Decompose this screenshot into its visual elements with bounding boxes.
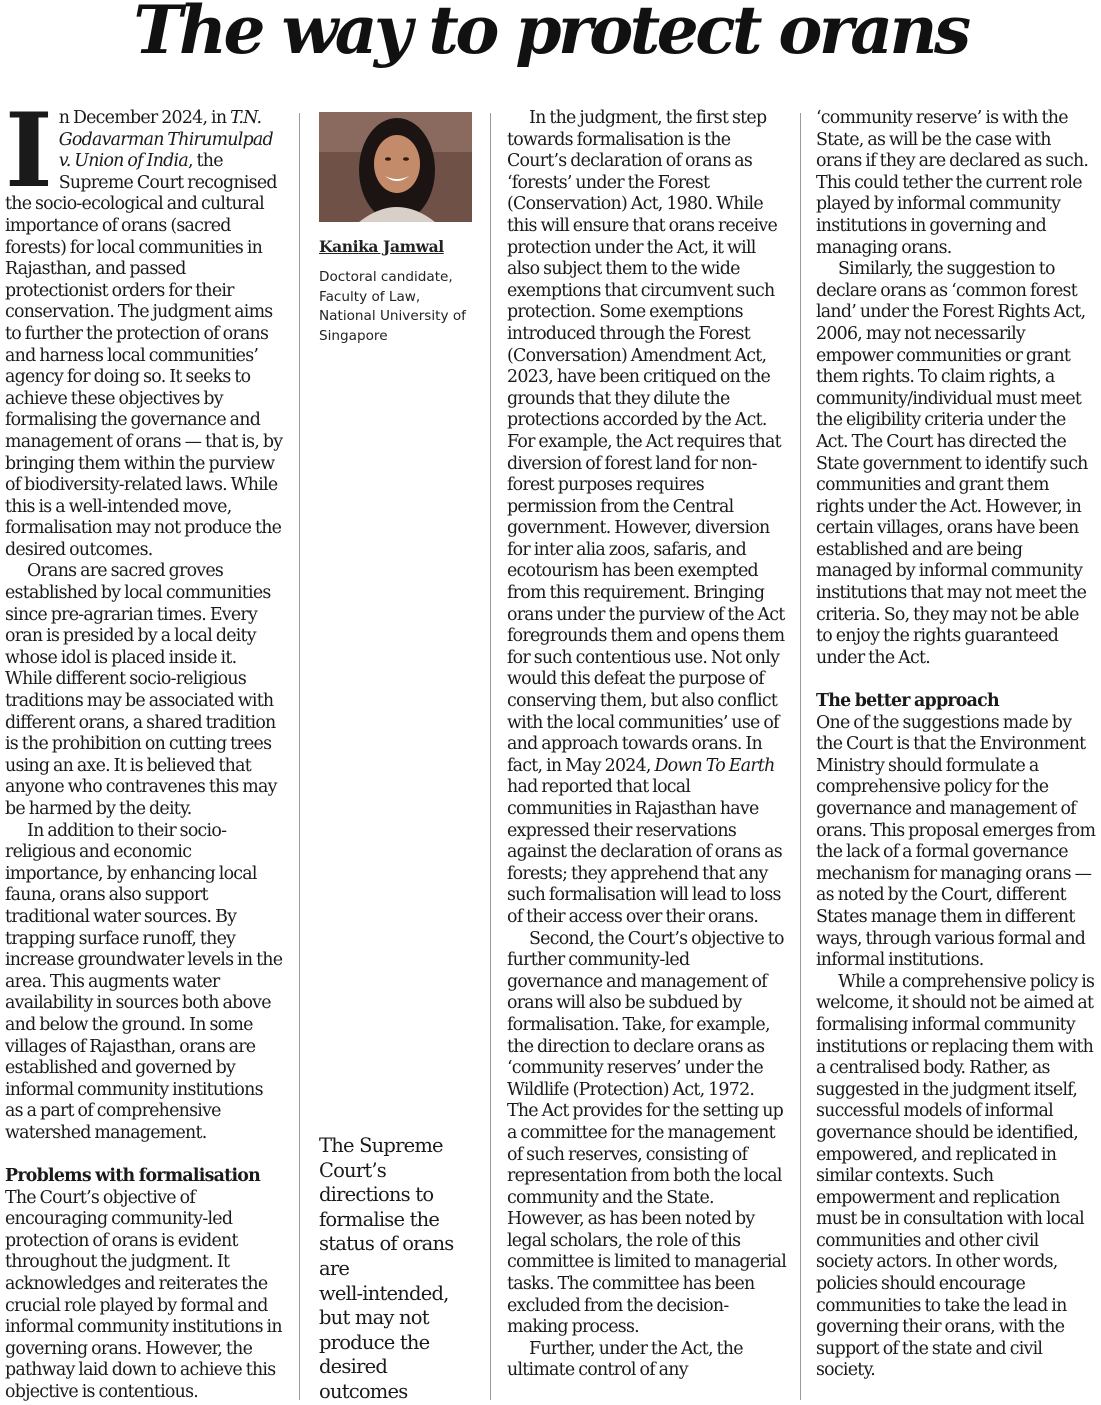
first-step-text-rest: had reported that local communities in Rajasthan have expressed their reservations against the declaration of orans as forests; they apprehend that any such formalisation will lead to loss of their access over their orans. xyxy=(507,777,782,927)
headline: The way to protect orans xyxy=(133,0,968,69)
second-paragraph: Second, the Court’s objective to further community-led governance and management of orans will also be subdued by formalisation. Take, for example, the direction to declare orans as ‘community reserves’ under the Wildlife (Protection) Act, 1972. The Act provides for the setting up a committee for the management of such reserves, consisting of representation from both the local community and the State. However, as has been noted by legal scholars, the role of this committee is limited to managerial tasks. The committee has been excluded from the decision-making process. xyxy=(507,928,787,1338)
orans-paragraph: Orans are sacred groves established by local communities since pre-agrarian times. Every oran is presided by a local deity whose idol is placed inside it. While different socio-religious traditions may be associated with different orans, a shared tradition is the prohibition on cutting trees using an axe. It is believed that anyone who contravenes this may be harmed by the deity. xyxy=(5,561,277,819)
author-name[interactable]: Kanika Jamwal xyxy=(319,237,444,256)
column-divider xyxy=(299,113,300,1400)
pull-quote-line: desired xyxy=(319,1355,388,1379)
pull-quote-line: outcomes xyxy=(319,1379,408,1403)
conclusion-paragraph: While a comprehensive policy is welcome, it should not be aimed at formalising informal community institutions or replacing them with a centralised body. Rather, as suggested in the judgment itself, successful models of informal governance should be identified, empowered, and replicated in similar contexts. Such empowerment and replication must be in consultation with local communities and other civil society actors. In other words, policies should encourage communities to take the lead in governing their orans, with the support of the state and civil society. xyxy=(816,971,1095,1381)
pull-quote-line: directions to xyxy=(319,1183,434,1207)
article-column-3 xyxy=(507,108,788,1382)
intro-text-rest: , the Supreme Court recognised the socio-ecological and cultural importance of orans (sacred forests) for local communities in Rajasthan, and passed protectionist orders for their conservation. The judgment aims to further the protection of orans and harness local communities’ agency for doing so. It seeks to achieve these objectives by formalising the governance and management of orans — that is, by bringing them within the purview of biodiversity-related laws. While this is a well-intended move, formalisation may not produce the desired outcomes. xyxy=(5,151,283,560)
pull-quote-line: The Supreme xyxy=(319,1134,443,1157)
author-bio-line: Faculty of Law, xyxy=(319,288,421,305)
similarly-paragraph: Similarly, the suggestion to declare orans as ‘common forest land’ under the Forest Rights Act, 2006, may not necessarily empower communities or grant them rights. To claim rights, a community/individual must meet the eligibility criteria under the Act. The Court has directed the State government to identify such communities and grant them rights under the Act. However, in certain villages, orans have been established and are being managed by informal community institutions that may not meet the criteria. So, they may not be able to enjoy the rights guaranteed under the Act. xyxy=(816,259,1088,668)
section-heading-problems: Problems with formalisation xyxy=(5,1166,261,1187)
pull-quote-line: produce the xyxy=(319,1330,430,1354)
intro-text-start: n December 2024, in xyxy=(58,108,231,128)
case-name: T.N. Godavarman Thirumulpad v. Union of India xyxy=(58,108,273,172)
pull-quote-line: Court’s xyxy=(319,1158,386,1182)
drop-cap: I xyxy=(5,91,53,211)
author-bio xyxy=(319,268,484,346)
column-divider xyxy=(800,113,801,1400)
suggestions-paragraph: One of the suggestions made by the Court is that the Environment Ministry should formulate a comprehensive policy for the governance and management of orans. This proposal emerges from the lack of a formal governance mechanism for managing orans — as noted by the Court, different States manage them in different ways, through various formal and informal institutions. xyxy=(816,712,1096,971)
pull-quote-line: status of orans xyxy=(319,1232,454,1256)
section-heading-better-approach: The better approach xyxy=(816,691,999,712)
pull-quote-line: well-intended, xyxy=(319,1281,449,1305)
intro-paragraph xyxy=(5,91,284,561)
article-column-1 xyxy=(5,91,284,1404)
further-paragraph-continued: ‘community reserve’ is with the State, as will be the case with orans if they are declared as such. This could tether the current role played by informal community institutions in governing and managing orans. xyxy=(816,108,1089,258)
objective-paragraph: The Court’s objective of encouraging community-led protection of orans is evident throughout the judgment. It acknowledges and reiterates the crucial role played by formal and informal community institutions in governing orans. However, the pathway laid down to achieve this objective is contentious. xyxy=(5,1187,282,1403)
first-step-paragraph xyxy=(507,108,788,929)
pull-quote-line: but may not xyxy=(319,1306,429,1330)
author-bio-line: Doctoral candidate, xyxy=(319,269,453,285)
article-column-4 xyxy=(816,108,1096,1382)
author-photo xyxy=(319,112,472,222)
publication-name: Down To Earth xyxy=(654,755,775,776)
author-bio-line: Singapore xyxy=(319,327,388,344)
further-paragraph: Further, under the Act, the ultimate control of any xyxy=(507,1338,743,1381)
water-paragraph: In addition to their socio-religious and economic importance, by enhancing local fauna, orans also support traditional water sources. By trapping surface runoff, they increase groundwater levels in the area. This augments water availability in sources both above and below the ground. In some villages of Rajasthan, orans are established and governed by informal community institutions as a part of comprehensive watershed management. xyxy=(5,820,283,1143)
author-bio-line: National University of xyxy=(319,308,466,325)
column-divider xyxy=(490,113,491,1400)
first-step-text: In the judgment, the first step towards formalisation is the Court’s declaration of orans as ‘forests’ under the Forest (Conservation) Act, 1980. While this will ensure that orans receive protection under the Act, it will also subject them to the wide exemptions that circumvent such protection. Some exemptions introduced through the Forest (Conversation) Amendment Act, 2023, have been critiqued on the grounds that they dilute the protections accorded by the Act. For example, the Act requires that diversion of forest land for non-forest purposes requires permission from the Central government. However, diversion for inter alia zoos, safaris, and ecotourism has been exempted from this requirement. Bringing orans under the purview of the Act foregrounds them and opens them for such contentious use. Not only would this defeat the purpose of conserving them, but also conflict with the local communities’ use of and approach towards orans. In fact, in May 2024, xyxy=(507,108,785,776)
pull-quote-line: are xyxy=(319,1256,350,1280)
pull-quote xyxy=(319,1134,489,1405)
pull-quote-line: formalise the xyxy=(319,1207,440,1231)
